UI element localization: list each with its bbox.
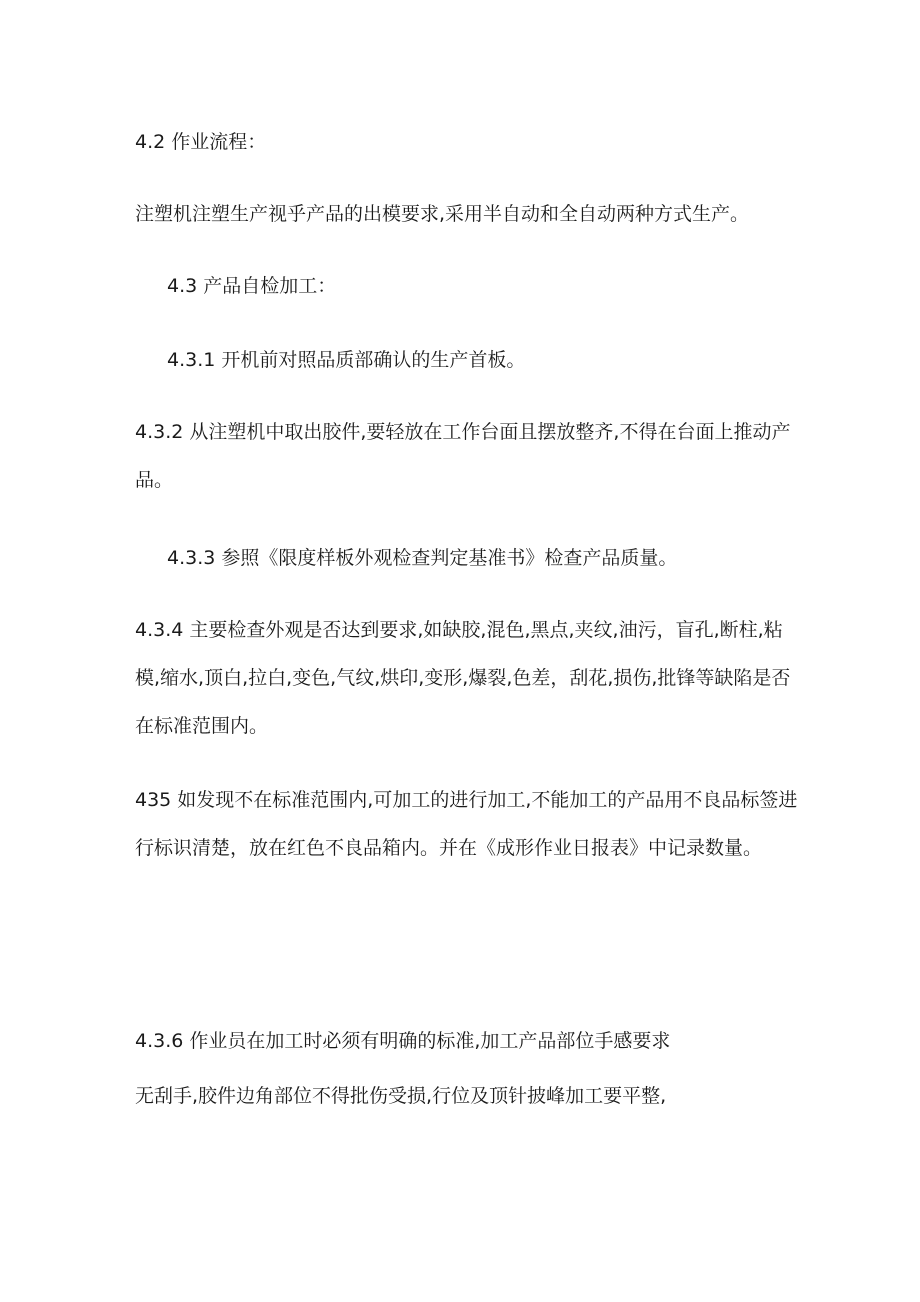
paragraph-4-3-5: 435 如发现不在标准范围内,可加工的进行加工,不能加工的产品用不良品标签进行标识清楚，放在红色不良品箱内。并在《成形作业日报表》中记录数量。 xyxy=(135,789,798,859)
paragraph-4-3-3: 4.3.3 参照《限度样板外观检查判定基准书》检查产品质量。 xyxy=(167,547,678,569)
paragraph-4-3-1: 4.3.1 开机前对照品质部确认的生产首板。 xyxy=(167,349,526,371)
paragraph-process: 注塑机注塑生产视乎产品的出模要求,采用半自动和全自动两种方式生产。 xyxy=(135,203,750,225)
paragraph-4-3-6: 4.3.6 作业员在加工时必须有明确的标准,加工产品部位手感要求 xyxy=(135,1030,671,1052)
heading-4-3: 4.3 产品自检加工： xyxy=(167,275,337,297)
paragraph-4-3-4: 4.3.4 主要检查外观是否达到要求,如缺胶,混色,黑点,夹纹,油污，盲孔,断柱,粘模,缩水,顶白,拉白,变色,气纹,烘印,变形,爆裂,色差，刮花,损伤,批锋等缺陷是否在标准范围内。 xyxy=(135,619,791,737)
heading-4-2: 4.2 作业流程： xyxy=(135,131,267,153)
paragraph-continuation: 无刮手,胶件边角部位不得批伤受损,行位及顶针披峰加工要平整, xyxy=(135,1085,667,1107)
paragraph-4-3-2: 4.3.2 从注塑机中取出胶件,要轻放在工作台面且摆放整齐,不得在台面上推动产品。 xyxy=(135,421,791,491)
